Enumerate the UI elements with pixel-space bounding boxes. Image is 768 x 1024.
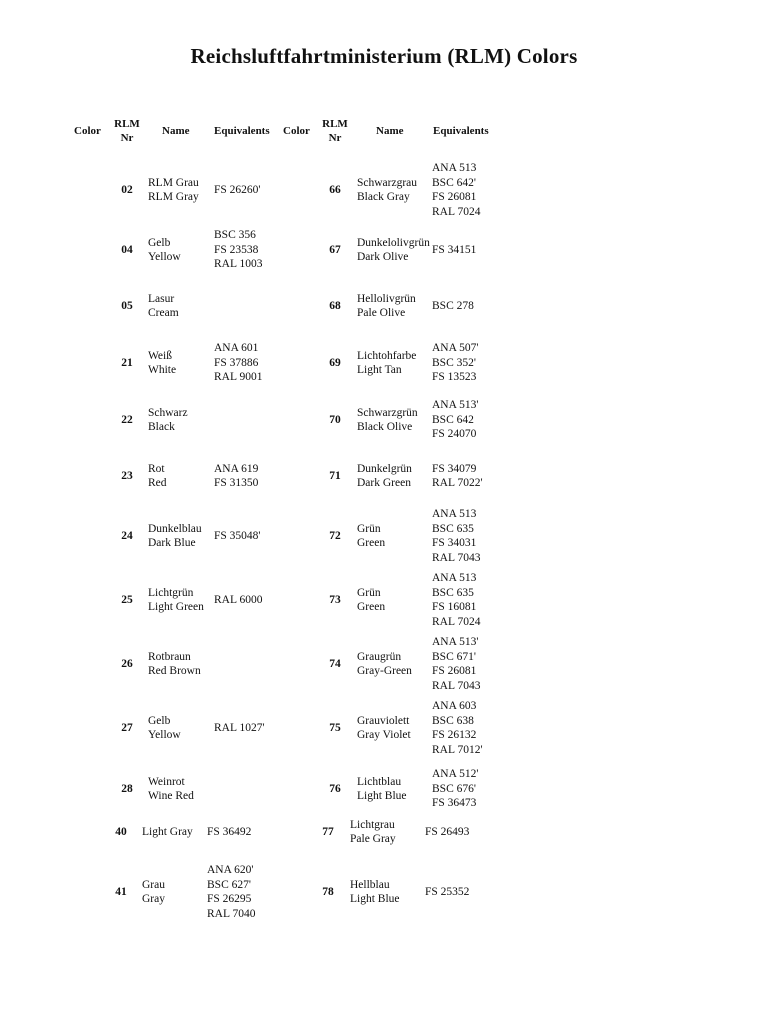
- equivalents: [214, 445, 258, 507]
- rlm-number: [112, 389, 142, 451]
- equivalents: [432, 505, 480, 567]
- color-name-line: Dunkelgrün: [357, 462, 412, 475]
- equivalents-line: RAL 6000: [214, 593, 263, 606]
- table-row: [0, 569, 768, 631]
- equivalents: [207, 861, 255, 923]
- equivalents: [214, 569, 262, 631]
- color-name-line: Dark Olive: [357, 251, 409, 263]
- rlm-number-value: 75: [329, 721, 341, 734]
- color-name-line: Gray Violet: [357, 729, 411, 741]
- equivalents: [207, 801, 251, 863]
- color-name: [148, 219, 181, 281]
- color-name-line: Hellolivgrün: [357, 292, 416, 305]
- color-name: [148, 389, 188, 451]
- color-name-line: RLM Grau: [148, 176, 199, 189]
- table-row: [0, 389, 768, 451]
- equivalents-line: BSC 356: [214, 229, 256, 242]
- color-name-line: Rotbraun: [148, 650, 191, 663]
- equivalents-line: BSC 671': [432, 650, 476, 663]
- color-name-line: Red: [148, 477, 167, 489]
- color-name: [148, 569, 204, 631]
- equivalents-line: FS 37886: [214, 356, 259, 369]
- color-name-line: Gray-Green: [357, 665, 412, 677]
- rlm-number: [112, 569, 142, 631]
- rlm-number: [112, 332, 142, 394]
- table-row: [0, 861, 768, 923]
- equivalents-line: BSC 627': [207, 878, 251, 891]
- color-name-line: Yellow: [148, 251, 181, 263]
- color-name-line: Lasur: [148, 292, 175, 305]
- color-name: [148, 505, 202, 567]
- color-name-line: Lichtblau: [357, 775, 402, 788]
- rlm-number-value: 23: [121, 469, 133, 482]
- equivalents: [432, 445, 483, 507]
- color-name: [148, 445, 167, 507]
- rlm-number: [106, 801, 136, 863]
- color-name-line: Gelb: [148, 714, 171, 727]
- rlm-number-value: 22: [121, 413, 133, 426]
- equivalents-line: RAL 7024: [432, 205, 481, 218]
- equivalents-line: FS 34031: [432, 537, 477, 549]
- equivalents-line: RAL 1027': [214, 721, 265, 734]
- rlm-number: [320, 569, 350, 631]
- equivalents-line: FS 24070: [432, 428, 477, 441]
- rlm-number-value: 76: [329, 782, 341, 795]
- equivalents-line: FS 26132: [432, 729, 477, 741]
- color-name: [357, 445, 412, 507]
- equivalents-line: BSC 638: [432, 714, 474, 727]
- color-name-line: Green: [357, 601, 386, 613]
- equivalents-line: ANA 513: [432, 508, 477, 520]
- rlm-number-value: 78: [322, 885, 334, 898]
- equivalents-line: ANA 601: [214, 342, 259, 355]
- equivalents-line: FS 36473: [432, 797, 477, 810]
- color-name-line: Cream: [148, 307, 179, 319]
- color-name-line: Dunkelblau: [148, 522, 202, 535]
- equivalents-line: ANA 512': [432, 768, 479, 781]
- color-name-line: Lichtohfarbe: [357, 349, 417, 362]
- equivalents: [432, 569, 480, 631]
- color-name: [357, 159, 417, 221]
- rlm-number: [112, 159, 142, 221]
- equivalents-line: FS 16081: [432, 601, 477, 613]
- equivalents: [432, 219, 476, 281]
- rlm-number: [112, 633, 142, 695]
- table-row: [0, 697, 768, 759]
- equivalents-line: ANA 513: [432, 162, 477, 174]
- rlm-number: [313, 861, 343, 923]
- name-header-left: Name: [162, 125, 190, 137]
- color-name-line: Light Gray: [142, 825, 193, 838]
- color-name-line: Dark Blue: [148, 537, 196, 549]
- color-name-line: Black Olive: [357, 421, 413, 433]
- equivalents: [214, 505, 261, 567]
- rlm-number-value: 73: [329, 593, 341, 606]
- equivalents: [432, 697, 483, 759]
- rlm-number: [320, 159, 350, 221]
- color-name: [350, 801, 396, 863]
- equivalents-line: FS 34151: [432, 243, 477, 256]
- rlm-number-value: 68: [329, 299, 341, 312]
- equivalents: [425, 861, 469, 923]
- color-header-right: Color: [283, 125, 310, 137]
- equivalents-line: RAL 1003: [214, 258, 263, 271]
- rlm-number: [320, 633, 350, 695]
- rlm-number-value: 41: [115, 885, 127, 898]
- equivalents-header-right: Equivalents: [433, 125, 489, 137]
- color-name-line: Black Gray: [357, 191, 410, 203]
- equivalents: [432, 633, 480, 695]
- rlm-number-value: 71: [329, 469, 341, 482]
- equivalents-header-left: Equivalents: [214, 125, 270, 137]
- color-name: [148, 697, 181, 759]
- color-name-line: Gray: [142, 893, 165, 905]
- rlm-number-value: 74: [329, 657, 341, 670]
- color-name: [357, 569, 385, 631]
- equivalents-line: ANA 619: [214, 462, 259, 475]
- equivalents-line: ANA 603: [432, 700, 477, 712]
- color-name-line: Lichtgrün: [148, 586, 194, 599]
- color-name-line: Gelb: [148, 236, 171, 249]
- equivalents: [432, 389, 478, 451]
- equivalents-line: RAL 7040: [207, 907, 256, 920]
- equivalents: [432, 275, 474, 337]
- equivalents: [432, 159, 480, 221]
- color-header-left: Color: [74, 125, 101, 137]
- equivalents: [214, 219, 262, 281]
- color-name-line: Grauviolett: [357, 714, 410, 727]
- equivalents: [214, 697, 265, 759]
- table-row: [0, 275, 768, 337]
- rlm-number: [320, 219, 350, 281]
- rlm-number-value: 28: [121, 782, 133, 795]
- rlm-number-value: 77: [322, 825, 334, 838]
- equivalents-line: FS 31350: [214, 477, 259, 489]
- color-name-line: Wine Red: [148, 790, 194, 802]
- equivalents: [425, 801, 469, 863]
- color-name-line: Grau: [142, 878, 165, 891]
- equivalents-line: BSC 635: [432, 522, 474, 535]
- table-row: [0, 219, 768, 281]
- rlm-number-value: 05: [121, 299, 133, 312]
- color-name-line: Grün: [357, 522, 381, 535]
- equivalents-line: BSC 278: [432, 299, 474, 312]
- rlm-nr-header-left: RLM Nr: [114, 118, 140, 144]
- color-name: [142, 861, 165, 923]
- color-name: [357, 332, 416, 394]
- equivalents: [214, 332, 262, 394]
- equivalents-line: RAL 7022': [432, 477, 483, 489]
- color-name-line: Lichtgrau: [350, 818, 395, 831]
- color-name-line: Pale Olive: [357, 307, 406, 319]
- color-name: [148, 633, 201, 695]
- color-name-line: Green: [357, 537, 386, 549]
- color-name-line: Graugrün: [357, 650, 402, 663]
- table-row: [0, 445, 768, 507]
- color-name: [357, 505, 385, 567]
- rlm-number-value: 02: [121, 183, 133, 196]
- rlm-number-value: 26: [121, 657, 133, 670]
- color-name-line: Schwarzgrau: [357, 176, 418, 189]
- equivalents-line: ANA 507': [432, 342, 479, 355]
- color-name: [148, 275, 179, 337]
- rlm-number: [112, 697, 142, 759]
- equivalents-line: FS 35048': [214, 529, 261, 542]
- rlm-number-value: 67: [329, 243, 341, 256]
- rlm-number-value: 72: [329, 529, 341, 542]
- equivalents-line: FS 26260': [214, 183, 261, 196]
- color-name: [148, 332, 176, 394]
- table-row: [0, 332, 768, 394]
- color-name-line: Dunkelolivgrün: [357, 236, 430, 249]
- color-name-line: Rot: [148, 462, 165, 475]
- equivalents-line: FS 26081: [432, 665, 477, 677]
- rlm-number: [320, 389, 350, 451]
- rlm-number: [106, 861, 136, 923]
- table-row: [0, 801, 768, 863]
- equivalents-line: FS 34079: [432, 462, 477, 475]
- table-row: [0, 633, 768, 695]
- color-name-line: Weinrot: [148, 775, 185, 788]
- color-name-line: Pale Gray: [350, 833, 396, 845]
- rlm-number-value: 24: [121, 529, 133, 542]
- color-name-line: Red Brown: [148, 665, 201, 677]
- equivalents-line: ANA 513': [432, 636, 479, 648]
- name-header-right: Name: [376, 125, 404, 137]
- table-row: [0, 159, 768, 221]
- color-name-line: Schwarz: [148, 406, 188, 419]
- rlm-number-value: 40: [115, 825, 127, 838]
- color-name-line: Light Green: [148, 601, 204, 613]
- rlm-number-value: 27: [121, 721, 133, 734]
- color-name: [142, 801, 193, 863]
- color-name-line: Dark Green: [357, 477, 411, 489]
- equivalents-line: BSC 635: [432, 586, 474, 599]
- equivalents-line: FS 26295: [207, 893, 252, 905]
- rlm-number: [112, 505, 142, 567]
- equivalents-line: FS 13523: [432, 371, 477, 384]
- color-name: [357, 389, 418, 451]
- color-name-line: Grün: [357, 586, 381, 599]
- equivalents-line: BSC 642': [432, 176, 476, 189]
- equivalents-line: BSC 642: [432, 413, 474, 426]
- equivalents-line: BSC 352': [432, 356, 476, 369]
- color-name: [148, 159, 199, 221]
- rlm-number-value: 69: [329, 356, 341, 369]
- rlm-number: [112, 219, 142, 281]
- rlm-number-value: 21: [121, 356, 133, 369]
- color-name-line: Light Blue: [350, 893, 400, 905]
- rlm-number: [313, 801, 343, 863]
- equivalents-line: ANA 513: [432, 572, 477, 584]
- equivalents-line: RAL 7024: [432, 615, 481, 628]
- equivalents-line: ANA 620': [207, 864, 254, 876]
- rlm-number: [112, 445, 142, 507]
- rlm-number-value: 66: [329, 183, 341, 196]
- rlm-number-value: 04: [121, 243, 133, 256]
- rlm-number: [320, 445, 350, 507]
- page-title: Reichsluftfahrtministerium (RLM) Colors: [190, 44, 578, 68]
- color-name: [357, 219, 430, 281]
- rlm-number: [320, 275, 350, 337]
- rlm-number-value: 25: [121, 593, 133, 606]
- rlm-number: [112, 275, 142, 337]
- color-name: [357, 697, 411, 759]
- equivalents-line: FS 26493: [425, 825, 470, 838]
- color-name-line: Hellblau: [350, 878, 390, 891]
- equivalents: [432, 332, 478, 394]
- color-name: [350, 861, 400, 923]
- equivalents-line: FS 25352: [425, 885, 470, 898]
- equivalents-line: RAL 7043: [432, 551, 481, 564]
- rlm-number: [320, 332, 350, 394]
- equivalents: [214, 159, 261, 221]
- color-name-line: RLM Gray: [148, 191, 199, 203]
- equivalents-line: FS 23538: [214, 243, 259, 256]
- color-name: [357, 275, 416, 337]
- color-name-line: White: [148, 364, 177, 376]
- equivalents-line: FS 26081: [432, 191, 477, 203]
- color-name-line: Yellow: [148, 729, 181, 741]
- color-name: [357, 633, 412, 695]
- equivalents-line: RAL 7012': [432, 743, 483, 756]
- equivalents-line: FS 36492: [207, 825, 252, 838]
- table-row: [0, 505, 768, 567]
- rlm-number-value: 70: [329, 413, 341, 426]
- rlm-nr-header-right: RLM Nr: [322, 118, 348, 144]
- equivalents-line: RAL 7043: [432, 679, 481, 692]
- color-name-line: Black: [148, 421, 175, 433]
- rlm-number: [320, 697, 350, 759]
- color-name-line: Weiß: [148, 349, 172, 362]
- color-name-line: Schwarzgrün: [357, 406, 418, 419]
- equivalents-line: BSC 676': [432, 782, 476, 795]
- equivalents-line: ANA 513': [432, 399, 479, 412]
- color-name-line: Light Tan: [357, 364, 402, 376]
- color-name-line: Light Blue: [357, 790, 407, 802]
- rlm-number: [320, 505, 350, 567]
- equivalents-line: RAL 9001: [214, 371, 263, 384]
